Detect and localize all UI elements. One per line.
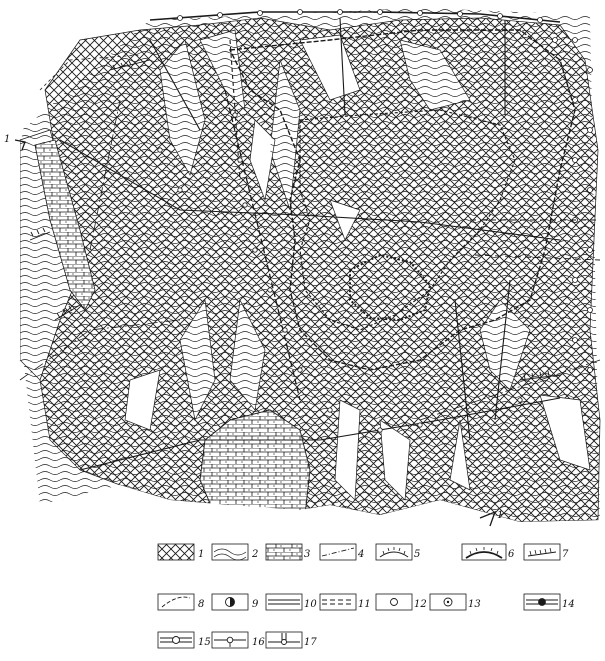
legend-item-5 [376,544,420,560]
legend-item-15 [158,632,211,648]
svg-text:11: 11 [358,599,371,610]
legend [158,544,575,648]
svg-text:6: 6 [508,549,515,560]
svg-text:13: 13 [468,599,481,610]
svg-text:12: 12 [414,599,427,610]
legend-item-16 [212,632,265,648]
left-margin [0,140,20,380]
svg-text:10: 10 [304,599,317,610]
legend-item-11 [320,594,371,610]
svg-text:9: 9 [252,599,259,610]
svg-text:4: 4 [358,549,365,560]
legend-item-13 [430,594,481,610]
map-area [0,8,605,530]
legend-item-1 [158,544,204,560]
legend-item-4 [320,544,364,560]
legend-item-8 [158,594,204,610]
legend-item-12 [376,594,427,610]
svg-text:16: 16 [252,637,265,648]
legend-item-14 [524,594,575,610]
svg-text:1: 1 [198,549,205,560]
legend-item-17 [266,632,317,648]
legend-item-9 [212,594,259,610]
svg-text:7: 7 [562,549,569,560]
svg-text:2: 2 [252,549,259,560]
svg-text:1: 1 [497,510,504,521]
crosshatch-unit-main [40,18,600,522]
svg-text:17: 17 [304,637,317,648]
svg-text:1: 1 [4,134,11,145]
svg-text:3: 3 [304,549,311,560]
legend-item-7 [524,544,569,560]
legend-item-10 [266,594,317,610]
legend-item-6 [462,544,515,560]
legend-item-3 [266,544,310,560]
svg-text:5: 5 [414,549,421,560]
svg-text:14: 14 [562,599,575,610]
svg-text:15: 15 [198,637,211,648]
legend-item-2 [212,544,258,560]
svg-text:8: 8 [198,599,205,610]
